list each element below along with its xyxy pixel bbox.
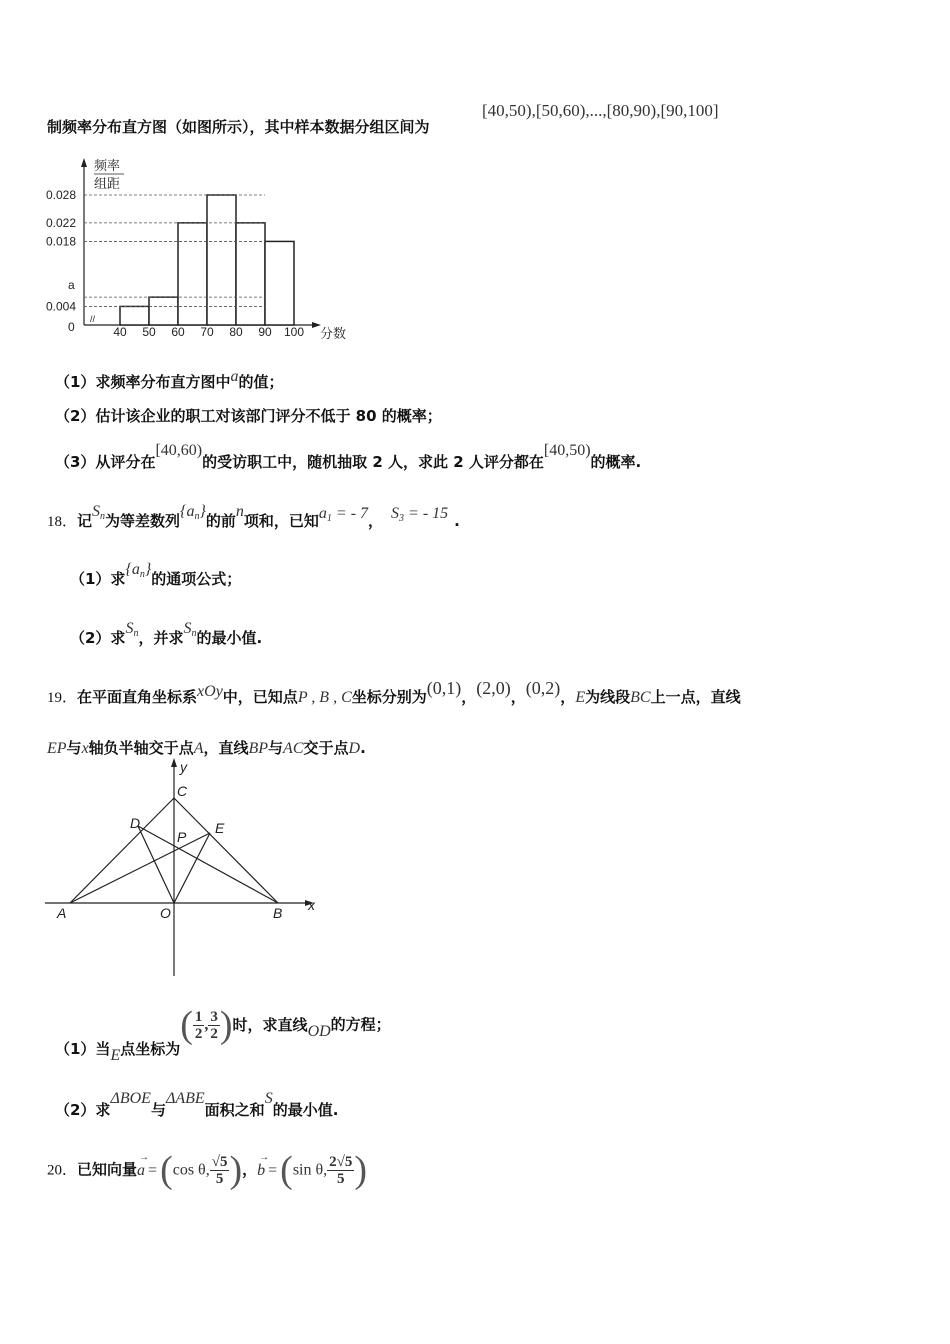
segment-AE	[70, 833, 210, 903]
q19-part2: （2）求ΔBOE与ΔABE面积之和S的最小值.	[55, 1090, 339, 1119]
y-tick-label: 0.022	[46, 215, 77, 230]
y-axis-arrow	[81, 158, 87, 167]
label-y: y	[180, 759, 187, 775]
histogram-bar	[178, 223, 207, 325]
q18-part2: （2）求$S_n$，并求$S_n$的最小值.	[70, 620, 263, 647]
segment-AC	[70, 798, 174, 903]
var-a: a	[230, 368, 239, 385]
histogram-chart	[40, 150, 360, 350]
label-P: P	[177, 829, 187, 845]
histogram-bar	[236, 223, 265, 325]
q17-part2: （2）估计该企业的职工对该部门评分不低于 80 的概率；	[55, 407, 442, 425]
q19-stem-line2: EP与x轴负半轴交于点A，直线BP与AC交于点D.	[47, 739, 366, 757]
q20-stem: 20．已知向量 → a =(cos θ, $\frac{√5}{5}$ )， → b =(sin θ, $\frac{2√5}{5}$ )	[47, 1149, 368, 1191]
q18-part1: （1）求$\{a_n\}$的通项公式；	[70, 561, 242, 588]
histogram-bar	[149, 297, 178, 325]
x-tick-label: 40	[113, 325, 127, 339]
y-arrow	[171, 758, 177, 767]
x-tick-label: 100	[283, 325, 305, 339]
axis-break: //	[90, 314, 96, 324]
histogram-bar	[207, 195, 236, 325]
y-tick-label: 0.004	[46, 299, 77, 314]
q18-stem: 18．记$S_n$为等差数列$\{a_n\}$的前n项和，已知$a_1$ = - 7， $S_3$ = - 15 .	[47, 503, 460, 530]
q19-stem-line1: 19．在平面直角坐标系xOy中，已知点P , B , C坐标分别为(0,1)，(2,0)，(0,2)，E为线段BC上一点，直线	[47, 678, 741, 706]
x-tick-label: 60	[171, 325, 185, 339]
label-E: E	[215, 820, 225, 836]
origin-label: 0	[68, 320, 75, 334]
geometry-figure	[40, 758, 330, 988]
label-O: O	[160, 905, 171, 921]
histogram-bar	[265, 241, 294, 325]
label-C: C	[177, 783, 188, 799]
y-tick-label: 0.018	[46, 234, 77, 249]
q19-part1: （1）当E点坐标为( $\frac{1}{2}$ , $\frac{3}{2}$ )时，求直线OD的方程；	[55, 1004, 391, 1064]
label-D: D	[130, 815, 141, 831]
intro-intervals: [40,50),[50,60),...,[80,90),[90,100]	[482, 101, 719, 120]
label-A: A	[57, 905, 67, 921]
y-tick-label: 0.028	[46, 188, 77, 202]
x-tick-label: 50	[142, 325, 156, 339]
y-label-top: 频率	[94, 158, 121, 173]
label-x: x	[308, 897, 315, 913]
x-tick-label: 80	[229, 325, 243, 339]
y-label-bottom: 组距	[94, 176, 121, 191]
segment-DO	[138, 826, 174, 903]
intro-text: 制频率分布直方图（如图所示），其中样本数据分组区间为	[47, 118, 430, 136]
x-tick-label: 70	[200, 325, 214, 339]
label-B: B	[273, 905, 283, 921]
q17-part1: （1）求频率分布直方图中a的值；	[55, 368, 284, 391]
segment-CB	[174, 798, 278, 903]
y-tick-label: a	[68, 278, 75, 293]
histogram-bar	[120, 306, 149, 325]
x-axis-label: 分数	[320, 326, 347, 341]
x-tick-label: 90	[258, 325, 272, 339]
q17-part3: （3）从评分在[40,60)的受访职工中，随机抽取 2 人，求此 2 人评分都在[40,50)的概率.	[55, 442, 642, 471]
